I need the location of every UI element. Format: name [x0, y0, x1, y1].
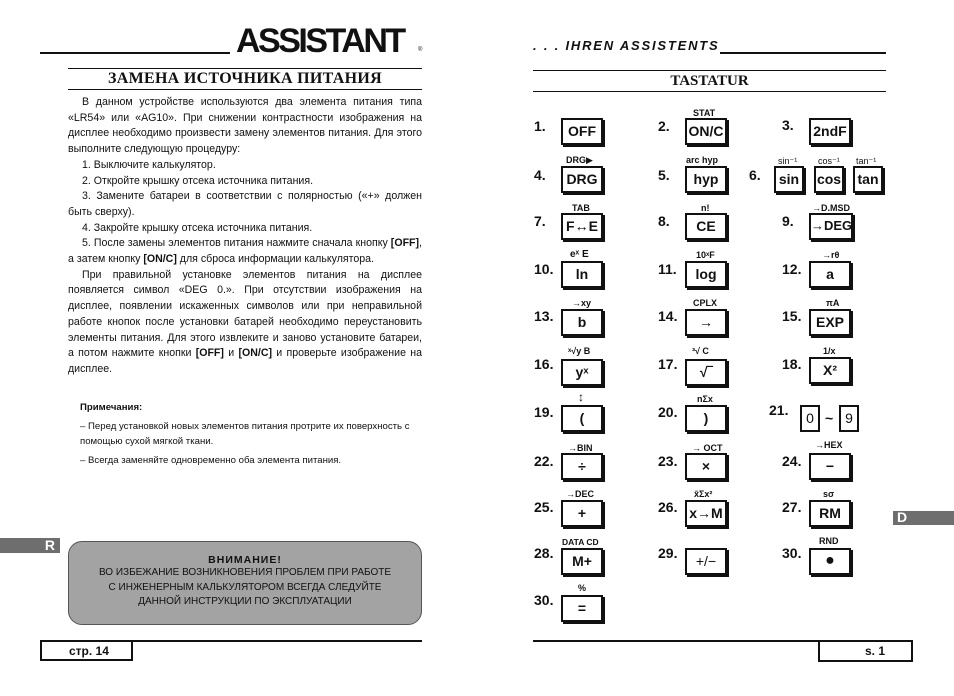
key-second-function: →DEC [566, 489, 595, 499]
key-second-function: ↕ [578, 390, 584, 404]
key-second-function: ˣ√y B [568, 346, 591, 356]
digit-0-key: 0 [800, 405, 820, 432]
key-second-function: DATA CD [562, 537, 599, 547]
drg-key: DRG [561, 166, 603, 193]
notes-heading: Примечания: [80, 402, 143, 413]
open-paren-key: ( [561, 405, 603, 432]
key-second-function: tan⁻¹ [856, 156, 877, 166]
registered-mark: ® [418, 47, 423, 53]
sqrt-key: √‾ [685, 359, 727, 386]
key-second-function: arc hyp [686, 155, 719, 165]
key-second-function: nΣx [697, 394, 713, 404]
warning-line: С ИНЖЕНЕРНЫМ КАЛЬКУЛЯТОРОМ ВСЕГДА СЛЕДУЙТЕ [108, 581, 382, 593]
ce-key: CE [685, 213, 727, 240]
x-squared-key: X² [809, 357, 851, 384]
key-number: 11. [658, 261, 677, 277]
key-second-function: eˣ E [570, 249, 589, 260]
warning-line: ДАННОЙ ИНСТРУКЦИИ ПО ЭКСПЛУАТАЦИИ [138, 596, 352, 607]
sign-change-key: +/− [685, 548, 727, 575]
page-number-left: стр. 14 [40, 641, 133, 661]
exp-key: EXP [809, 309, 851, 336]
close-paren-key: ) [685, 405, 727, 432]
intro-paragraph: В данном устройстве используются два элемента питания типа «LR54» или «AG10». При снижении контрастности изображения на дисплее необходимо произвести замену элементов питания. Для этого выполните следующую процедуру: [68, 96, 422, 156]
key-second-function: →HEX [815, 440, 843, 450]
step-3: 3. Замените батареи в соответствии с полярностью («+» должен быть сверху). [68, 190, 422, 218]
key-number: 3. [782, 117, 794, 133]
note-1: – Перед установкой новых элементов питания протрите их поверхность с помощью сухой мягкой ткани. [80, 421, 410, 447]
decimal-point-key: ● [809, 548, 851, 575]
note-2: – Всегда заменяйте одновременно оба элемента питания. [80, 455, 342, 466]
brand-logo: ASSISTANT [236, 22, 404, 60]
key-number: 21. [769, 402, 789, 418]
key-number: 25. [534, 499, 554, 515]
x-to-m-key: x→M [685, 500, 727, 527]
key-second-function: πA [826, 298, 840, 308]
key-number: 5. [658, 167, 670, 183]
warning-title: ВНИМАНИЕ! [208, 554, 282, 566]
b-key: b [561, 309, 603, 336]
key-second-function: 1/x [823, 346, 836, 356]
key-second-function: x̄Σx² [694, 489, 713, 499]
language-tab-d: D [893, 511, 954, 525]
key-number: 20. [658, 404, 678, 420]
key-number: 26. [658, 499, 678, 515]
y-power-x-key: yˣ [561, 359, 603, 386]
plus-key: + [561, 500, 603, 527]
digit-9-key: 9 [839, 405, 859, 432]
warning-box [68, 541, 422, 625]
key-second-function: ³√ C [692, 346, 709, 356]
minus-key: − [809, 453, 851, 480]
key-number: 16. [534, 356, 554, 372]
warning-line: ВО ИЗБЕЖАНИЕ ВОЗНИКНОВЕНИЯ ПРОБЛЕМ ПРИ РАБОТЕ [98, 567, 392, 578]
off-key: OFF [561, 118, 603, 145]
header-rule-right [720, 52, 886, 54]
hyp-key: hyp [685, 166, 727, 193]
key-second-function: →rθ [822, 250, 840, 260]
key-number: 14. [658, 308, 678, 324]
equals-key: = [561, 595, 603, 622]
page-number-right: s. 1 [818, 641, 913, 662]
key-second-function: sσ [823, 489, 835, 499]
log-key: log [685, 261, 727, 288]
range-separator: ~ [825, 410, 834, 426]
step-5: 5. После замены элементов питания нажмите сначала кнопку [OFF], а затем кнопку [ON/C] для сброса информации калькулятора. [68, 237, 422, 266]
arrow-key: → [685, 309, 727, 336]
key-number: 8. [658, 213, 670, 229]
a-key: a [809, 261, 851, 288]
key-second-function: DRG▶ [566, 155, 593, 165]
on-c-key: ON/C [685, 118, 727, 145]
key-number: 17. [658, 356, 678, 372]
key-number: 28. [534, 545, 554, 561]
key-number: 2. [658, 118, 670, 134]
key-number: 12. [782, 261, 802, 277]
key-second-function: STAT [693, 108, 716, 118]
key-second-function: % [578, 583, 587, 593]
tan-key: tan [853, 166, 883, 193]
key-number: 18. [782, 356, 802, 372]
section-title-battery: ЗАМЕНА ИСТОЧНИКА ПИТАНИЯ [68, 68, 422, 90]
battery-instructions [68, 95, 422, 378]
key-number: 4. [534, 167, 546, 183]
key-number: 13. [534, 308, 554, 324]
key-number: 29. [658, 545, 678, 561]
key-number: 30. [782, 545, 802, 561]
key-number: 24. [782, 453, 802, 469]
multiply-key: × [685, 453, 727, 480]
step-1: 1. Выключите калькулятор. [82, 158, 216, 171]
key-second-function: sin⁻¹ [778, 156, 798, 166]
key-number: 19. [534, 404, 554, 420]
key-second-function: 10ˣF [696, 250, 715, 260]
key-second-function: TAB [572, 203, 590, 213]
ln-key: ln [561, 261, 603, 288]
check-paragraph: При правильной установке элементов питания на дисплее появляется символ «DEG 0.». При отсутствии изображения на дисплее, появлении искаженных символов или при неправильной работе кнопок после установки батарей необходимо переустановить элементы питания. Для этого извлеките и заново установите батареи, а потом нажмите кнопки [OFF] и [ON/C] и проверьте изображение на дисплее. [68, 268, 422, 375]
m-plus-key: M+ [561, 548, 603, 575]
key-second-function: →D.MSD [812, 203, 850, 213]
tagline: . . . IHREN ASSISTENTS [533, 38, 720, 53]
key-second-function: → OCT [692, 443, 723, 453]
key-number: 1. [534, 118, 546, 134]
second-function-key: 2ndF [809, 118, 851, 145]
sin-key: sin [774, 166, 804, 193]
language-tab-r: R [0, 538, 60, 553]
fe-key: F↔E [561, 213, 603, 240]
key-number: 6. [749, 167, 761, 183]
key-second-function: CPLX [693, 298, 718, 308]
rm-key: RM [809, 500, 851, 527]
key-second-function: RND [819, 536, 839, 546]
cos-key: cos [814, 166, 844, 193]
key-second-function: n! [701, 203, 710, 213]
key-number: 23. [658, 453, 678, 469]
divide-key: ÷ [561, 453, 603, 480]
key-number: 10. [534, 261, 554, 277]
key-number: 22. [534, 453, 554, 469]
key-number: 27. [782, 499, 802, 515]
key-second-function: cos⁻¹ [818, 156, 840, 166]
section-title-keyboard: TASTATUR [533, 70, 886, 92]
key-second-function: →xy [572, 298, 592, 308]
key-number: 30. [534, 592, 554, 608]
step-2: 2. Откройте крышку отсека источника питания. [82, 174, 314, 187]
step-4: 4. Закройте крышку отсека источника питания. [82, 221, 313, 234]
key-number: 15. [782, 308, 802, 324]
key-number: 9. [782, 213, 794, 229]
header-rule-left [40, 52, 230, 54]
key-number: 7. [534, 213, 546, 229]
to-deg-key: →DEG [809, 213, 853, 240]
key-second-function: →BIN [568, 443, 593, 453]
